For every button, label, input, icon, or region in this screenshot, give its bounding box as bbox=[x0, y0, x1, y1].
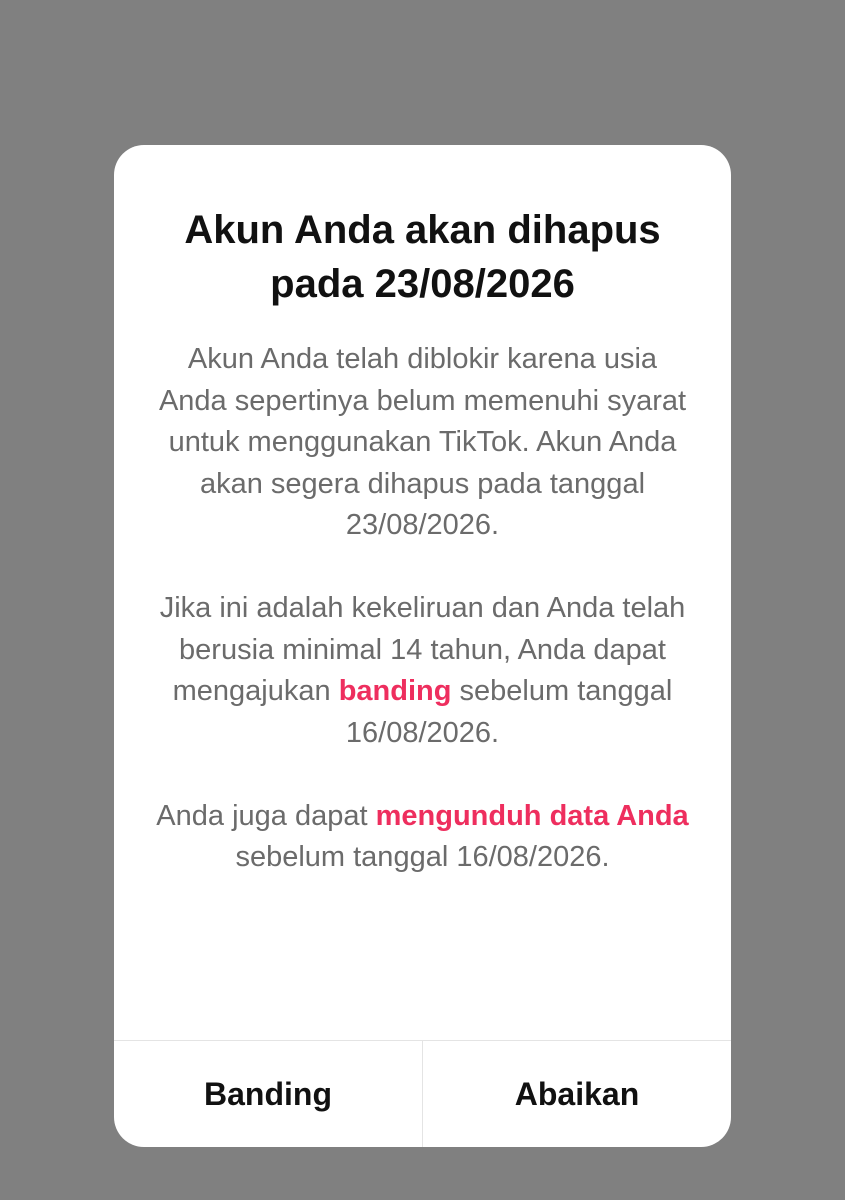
dismiss-button[interactable]: Abaikan bbox=[422, 1041, 731, 1147]
appeal-text-before: Jika ini adalah kekeliruan dan Anda telah berusia minimal 14 tahun, Anda dapat mengajukan bbox=[159, 592, 686, 707]
download-text-after: sebelum tanggal 16/08/2026. bbox=[235, 841, 610, 873]
download-text-before: Anda juga dapat bbox=[156, 799, 376, 832]
appeal-text-after: sebelum tanggal 16/08/2026. bbox=[345, 675, 673, 749]
dialog-actions bbox=[114, 1040, 731, 1147]
download-paragraph bbox=[154, 796, 691, 879]
appeal-paragraph bbox=[154, 588, 691, 754]
account-deletion-dialog bbox=[114, 145, 731, 1147]
appeal-link[interactable]: banding bbox=[338, 675, 452, 707]
dialog-body bbox=[154, 339, 691, 879]
blocked-notice-paragraph: Akun Anda telah diblokir karena usia Anda sepertinya belum memenuhi syarat untuk menggunakan TikTok. Akun Anda akan segera dihapus pada tanggal 23/08/2026. bbox=[158, 343, 687, 541]
dialog-title: Akun Anda akan dihapus pada 23/08/2026 bbox=[184, 208, 661, 306]
appeal-button[interactable]: Banding bbox=[204, 1075, 332, 1112]
download-data-link[interactable]: mengunduh data Anda bbox=[375, 799, 689, 832]
